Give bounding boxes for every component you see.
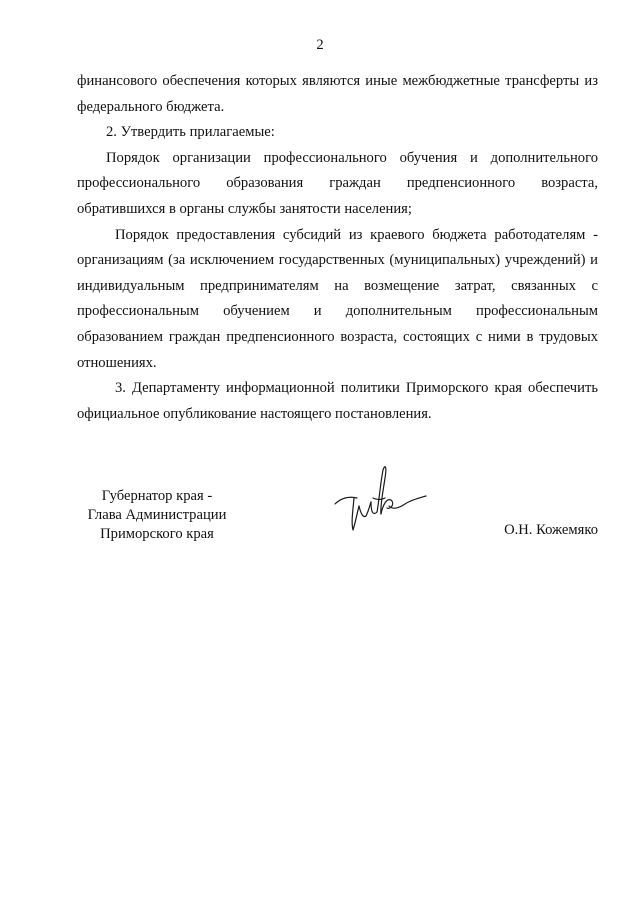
handwritten-signature	[333, 458, 428, 536]
signatory-position	[77, 487, 237, 544]
page-number: 2	[316, 37, 324, 53]
paragraph-item-2: 2. Утвердить прилагаемые:	[106, 124, 275, 141]
paragraph-item-3: 3. Департаменту информационной политики Приморского края обеспечить официальное опубликование настоящего постановления.	[77, 380, 598, 422]
document-body	[77, 69, 598, 427]
position-line: Приморского края	[100, 526, 214, 542]
paragraph-procedure-subsidies: Порядок предоставления субсидий из краевого бюджета работодателям - организациям (за исключением государственных (муниципальных) учреждений) и индивидуальным предпринимателям на возмещение затрат, связанных с профессиональным обучением и дополнительным профессиональным образованием граждан предпенсионного возраста, состоящих с ними в трудовых отношениях.	[77, 226, 598, 371]
signer-name: О.Н. Кожемяко	[504, 522, 598, 538]
paragraph-continuation: финансового обеспечения которых являются иные межбюджетные трансферты из федерального бюджета.	[77, 73, 598, 115]
position-line: Губернатор края -	[101, 488, 213, 504]
paragraph-procedure-training: Порядок организации профессионального обучения и дополнительного профессионального образования граждан предпенсионного возраста, обратившихся в органы службы занятости населения;	[77, 149, 598, 217]
position-line: Глава Администрации	[87, 507, 227, 523]
